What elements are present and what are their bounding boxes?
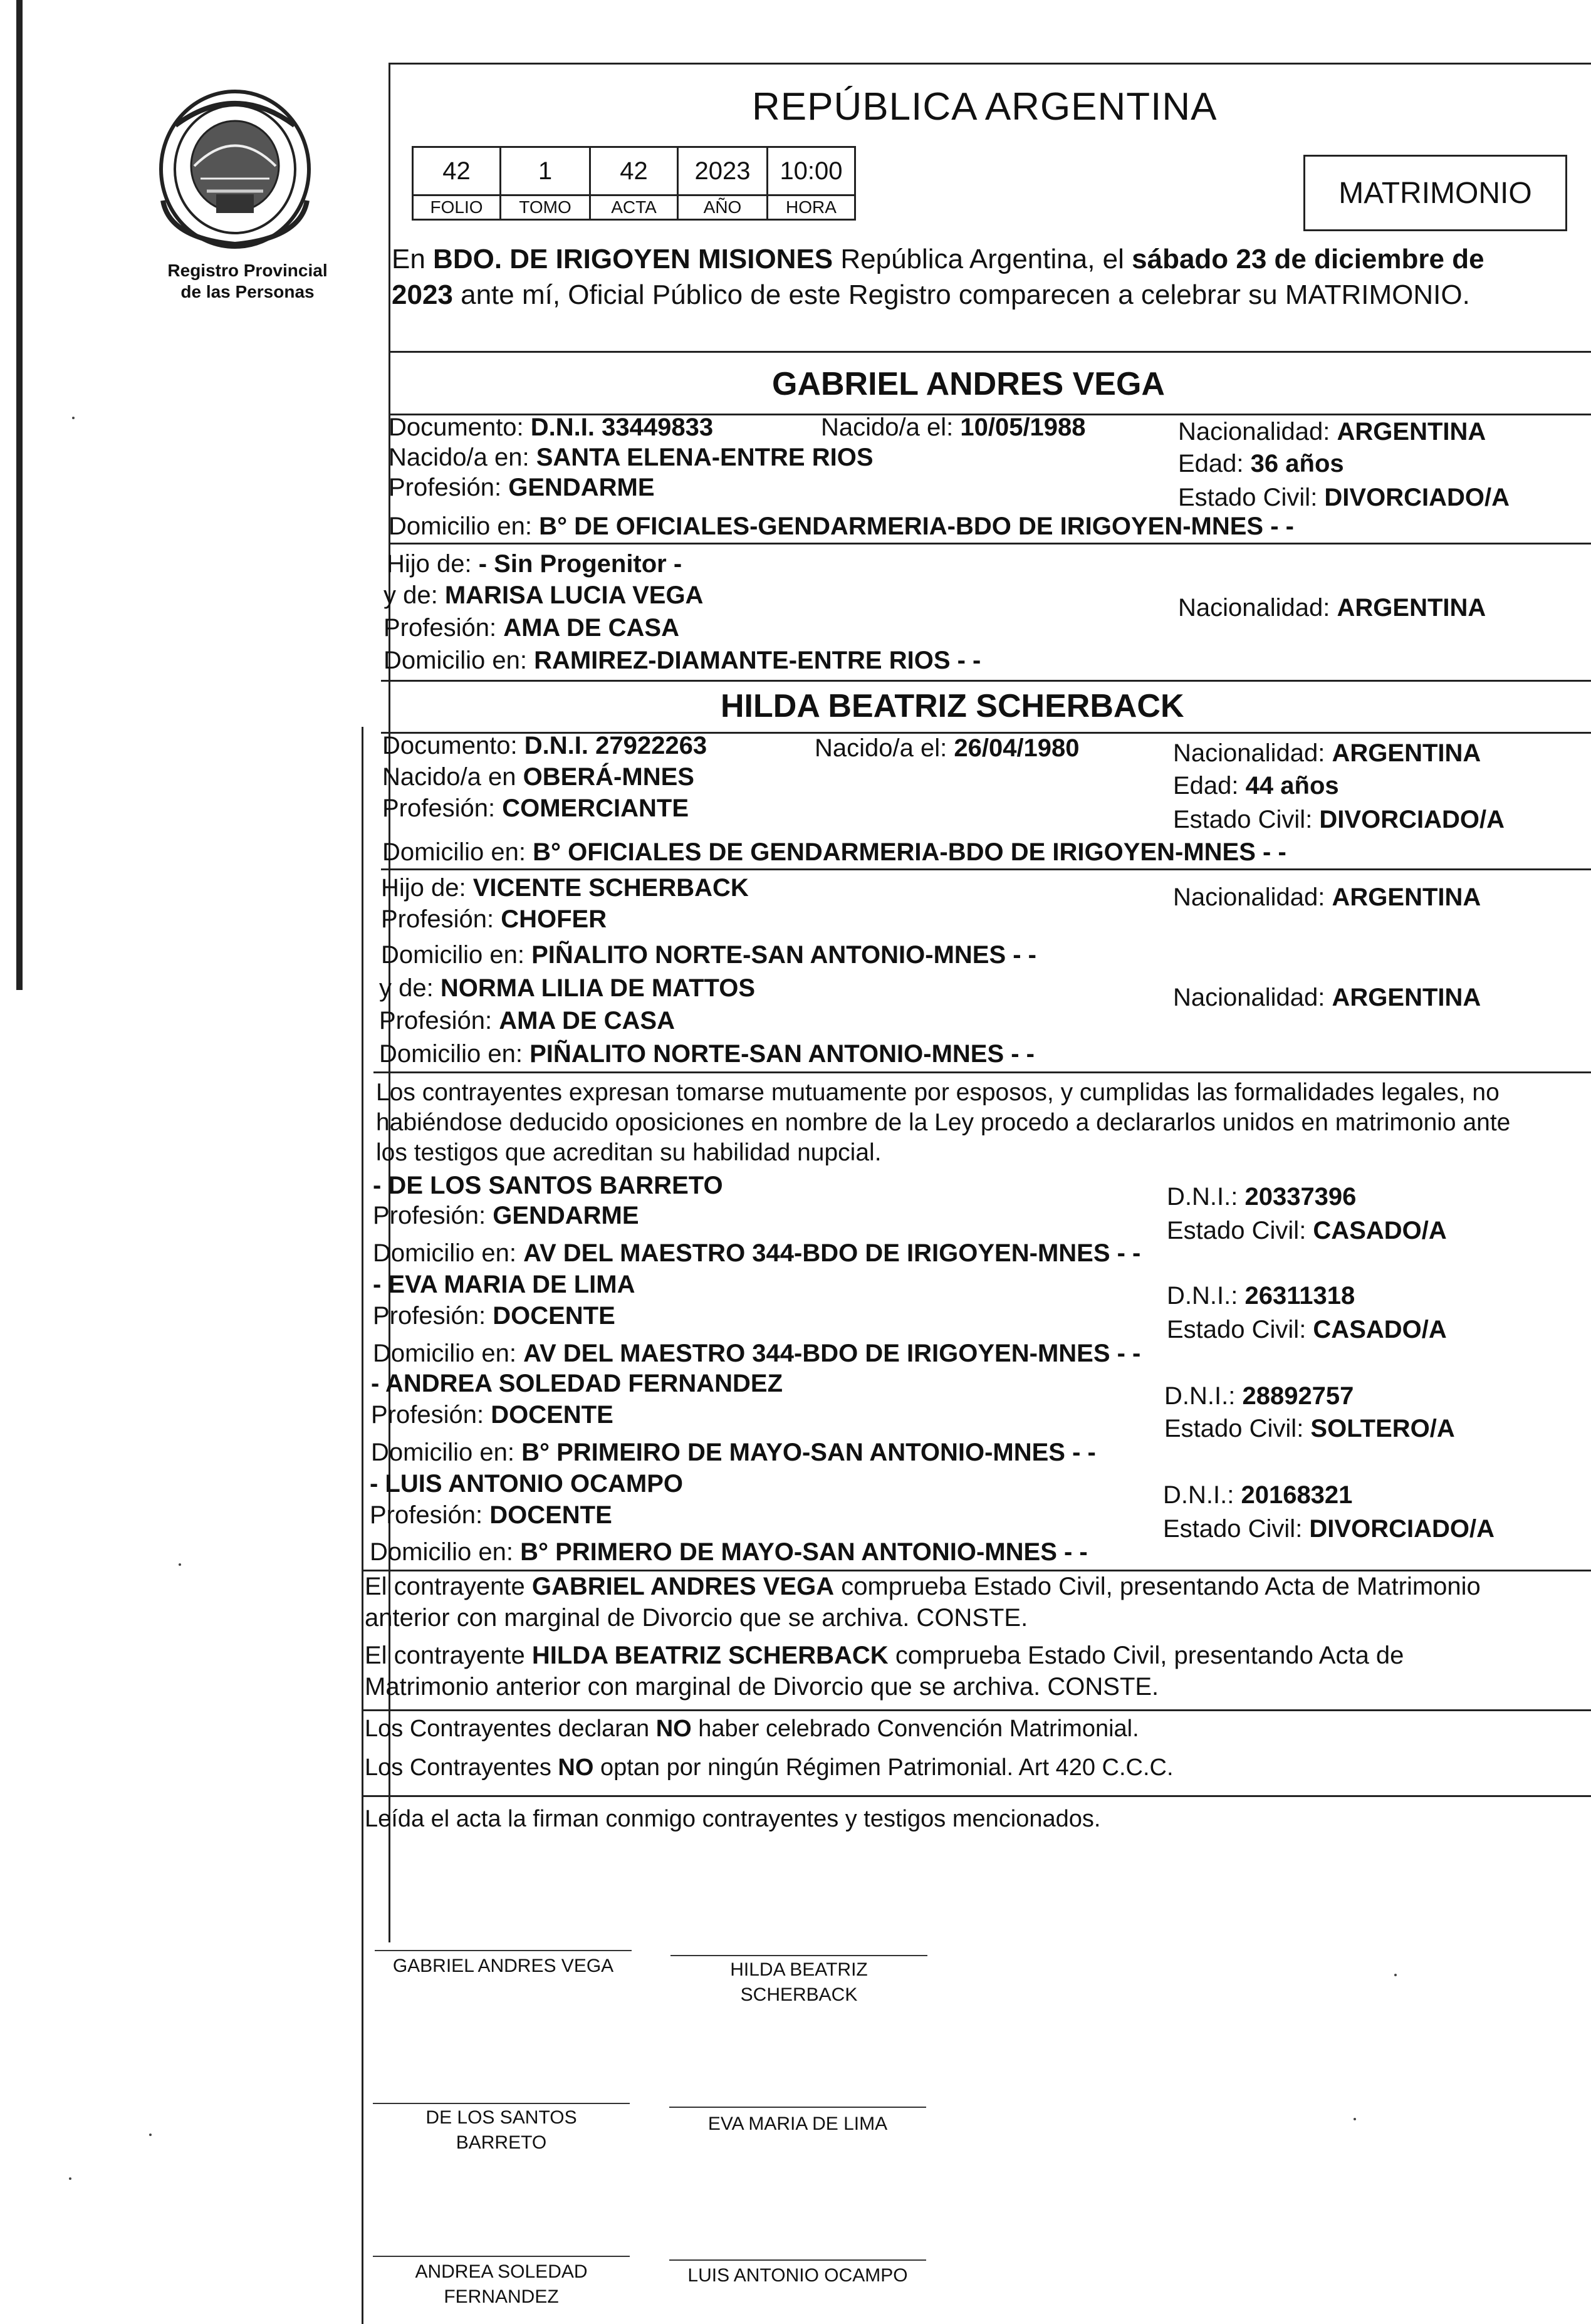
intro-place: BDO. DE IRIGOYEN MISIONES [433, 244, 833, 274]
witness-name: - ANDREA SOLEDAD FERNANDEZ [371, 1370, 783, 1397]
spouse2-mother-nationality: Nacionalidad: ARGENTINA [1173, 984, 1481, 1011]
intro-date: sábado 23 de diciembre de [1132, 244, 1484, 274]
spouse2-father-domicile: Domicilio en: PIÑALITO NORTE-SAN ANTONIO-MNES - - [381, 941, 1036, 969]
intro-year: 2023 [392, 279, 453, 310]
witness-profession: Profesión: GENDARME [373, 1202, 639, 1229]
divider [363, 1795, 1591, 1797]
act-header-table [412, 146, 856, 221]
hora-label: HORA [768, 195, 855, 220]
note-spouse2: El contrayente HILDA BEATRIZ SCHERBACK comprueba Estado Civil, presentando Acta de [365, 1642, 1404, 1669]
spouse1-mother-profession: Profesión: AMA DE CASA [383, 614, 679, 642]
divider [389, 351, 1591, 353]
spouse2-name-heading: HILDA BEATRIZ SCHERBACK [721, 688, 1184, 724]
act-type-box: MATRIMONIO [1303, 155, 1567, 231]
witness-profession: Profesión: DOCENTE [371, 1401, 613, 1429]
spouse1-mother-domicile: Domicilio en: RAMIREZ-DIAMANTE-ENTRE RIOS - - [383, 647, 981, 674]
spouse1-profession: Profesión: GENDARME [389, 474, 655, 501]
witness-civil-status: Estado Civil: SOLTERO/A [1164, 1415, 1455, 1442]
declaration-line: habiéndose deducido oposiciones en nombre de la Ley procedo a declararlos unidos en matrimonio ante [376, 1109, 1511, 1136]
witness-civil-status: Estado Civil: CASADO/A [1167, 1217, 1447, 1244]
signature-line [669, 2107, 926, 2108]
spouse1-mother: y de: MARISA LUCIA VEGA [383, 581, 704, 609]
spouse2-father-nationality: Nacionalidad: ARGENTINA [1173, 883, 1481, 911]
spouse1-birthplace: Nacido/a en: SANTA ELENA-ENTRE RIOS [389, 444, 874, 471]
spouse2-father-profession: Profesión: CHOFER [381, 905, 607, 933]
witness-domicile: Domicilio en: B° PRIMERO DE MAYO-SAN ANTONIO-MNES - - [370, 1538, 1088, 1566]
spouse2-age: Edad: 44 años [1173, 772, 1339, 800]
closing-statement: Leída el acta la firman conmigo contrayentes y testigos mencionados. [365, 1806, 1101, 1832]
intro-text: En [392, 244, 434, 274]
scan-speck [149, 2134, 152, 2136]
witness-name: - DE LOS SANTOS BARRETO [373, 1172, 723, 1199]
witness-profession: Profesión: DOCENTE [373, 1302, 615, 1330]
signature-line [373, 2256, 630, 2257]
signature-name-2: HILDA BEATRIZ SCHERBACK [730, 1959, 868, 2005]
witness-name: - EVA MARIA DE LIMA [373, 1271, 635, 1298]
spouse2-domicile: Domicilio en: B° OFICIALES DE GENDARMERIA-BDO DE IRIGOYEN-MNES - - [382, 838, 1286, 866]
spouse1-nationality: Nacionalidad: ARGENTINA [1178, 418, 1486, 446]
scan-speck [72, 417, 75, 419]
page-title: REPÚBLICA ARGENTINA [752, 85, 1218, 128]
scan-edge-bar [16, 0, 23, 990]
witness-domicile: Domicilio en: AV DEL MAESTRO 344-BDO DE IRIGOYEN-MNES - - [373, 1340, 1141, 1367]
witness-profession: Profesión: DOCENTE [370, 1501, 612, 1529]
spouse2-mother: y de: NORMA LILIA DE MATTOS [379, 974, 756, 1002]
spouse1-document: Documento: D.N.I. 33449833 [389, 414, 714, 441]
spouse1-birthdate: Nacido/a el: 10/05/1988 [821, 414, 1086, 441]
signature-name-6: LUIS ANTONIO OCAMPO [687, 2265, 908, 2286]
witness-dni: D.N.I.: 28892757 [1164, 1382, 1354, 1410]
frame-left-border-lower [362, 727, 363, 2324]
spouse1-mother-nationality: Nacionalidad: ARGENTINA [1178, 594, 1486, 622]
tomo-label: TOMO [501, 195, 590, 220]
spouse2-mother-domicile: Domicilio en: PIÑALITO NORTE-SAN ANTONIO-MNES - - [379, 1040, 1035, 1068]
witness-dni: D.N.I.: 26311318 [1167, 1282, 1355, 1310]
hora-value: 10:00 [768, 147, 855, 195]
signature-line [670, 1955, 927, 1956]
witness-name: - LUIS ANTONIO OCAMPO [370, 1470, 683, 1498]
signature-name-3: DE LOS SANTOS BARRETO [425, 2107, 577, 2153]
signature-name-5: ANDREA SOLEDAD FERNANDEZ [415, 2261, 588, 2307]
note-spouse2-cont: Matrimonio anterior con marginal de Divorcio que se archiva. CONSTE. [365, 1673, 1159, 1701]
signature-name-1: GABRIEL ANDRES VEGA [392, 1956, 614, 1976]
spouse1-civil-status: Estado Civil: DIVORCIADO/A [1178, 484, 1510, 511]
spouse2-father: Hijo de: VICENTE SCHERBACK [381, 874, 749, 902]
spouse1-domicile: Domicilio en: B° DE OFICIALES-GENDARMERIA-BDO DE IRIGOYEN-MNES - - [389, 513, 1294, 540]
registry-caption: Registro Provincial de las Personas [167, 261, 328, 301]
spouse2-nationality: Nacionalidad: ARGENTINA [1173, 739, 1481, 767]
witness-dni: D.N.I.: 20337396 [1167, 1183, 1357, 1211]
declaration-line: Los contrayentes expresan tomarse mutuamente por esposos, y cumplidas las formalidades legales, no [376, 1079, 1500, 1106]
regime-note: Los Contrayentes NO optan por ningún Régimen Patrimonial. Art 420 C.C.C. [365, 1754, 1174, 1781]
acta-label: ACTA [590, 195, 678, 220]
folio-label: FOLIO [413, 195, 501, 220]
divider [381, 680, 1591, 682]
spouse1-age: Edad: 36 años [1178, 450, 1344, 477]
divider [363, 1709, 1591, 1711]
intro-paragraph [392, 241, 1591, 313]
convention-note: Los Contrayentes declaran NO haber celebrado Convención Matrimonial. [365, 1716, 1139, 1742]
divider [363, 1570, 1591, 1571]
witness-civil-status: Estado Civil: DIVORCIADO/A [1163, 1515, 1494, 1543]
spouse1-father: Hijo de: - Sin Progenitor - [387, 550, 682, 578]
intro-text: República Argentina, el [833, 244, 1132, 274]
note-spouse1-cont: anterior con marginal de Divorcio que se archiva. CONSTE. [365, 1604, 1028, 1632]
witness-dni: D.N.I.: 20168321 [1163, 1481, 1353, 1509]
spouse2-birthdate: Nacido/a el: 26/04/1980 [815, 734, 1080, 762]
signature-name-4: EVA MARIA DE LIMA [707, 2113, 888, 2134]
divider [381, 868, 1591, 870]
signature-line [375, 1950, 632, 1951]
scan-speck [1394, 1974, 1397, 1976]
intro-text: ante mí, Oficial Público de este Registro comparecen a celebrar su MATRIMONIO. [452, 279, 1470, 310]
anio-label: AÑO [678, 195, 768, 220]
spouse2-profession: Profesión: COMERCIANTE [382, 795, 689, 822]
declaration-line: los testigos que acreditan su habilidad nupcial. [376, 1139, 882, 1166]
anio-value: 2023 [678, 147, 768, 195]
spouse2-birthplace: Nacido/a en OBERÁ-MNES [382, 763, 694, 791]
spouse2-civil-status: Estado Civil: DIVORCIADO/A [1173, 806, 1505, 833]
spouse1-name-heading: GABRIEL ANDRES VEGA [772, 366, 1165, 402]
witness-domicile: Domicilio en: AV DEL MAESTRO 344-BDO DE IRIGOYEN-MNES - - [373, 1239, 1141, 1267]
witness-domicile: Domicilio en: B° PRIMEIRO DE MAYO-SAN ANTONIO-MNES - - [371, 1439, 1096, 1466]
scan-speck [179, 1563, 181, 1566]
misiones-seal-icon [157, 88, 313, 251]
folio-value: 42 [413, 147, 501, 195]
spouse2-document: Documento: D.N.I. 27922263 [382, 732, 707, 759]
signature-line [669, 2259, 926, 2261]
divider [389, 543, 1591, 545]
note-spouse1: El contrayente GABRIEL ANDRES VEGA comprueba Estado Civil, presentando Acta de Matrimonio [365, 1573, 1481, 1600]
frame-top-border [389, 63, 1591, 65]
acta-value: 42 [590, 147, 678, 195]
spouse2-mother-profession: Profesión: AMA DE CASA [379, 1007, 675, 1034]
witness-civil-status: Estado Civil: CASADO/A [1167, 1316, 1447, 1343]
divider [373, 1071, 1591, 1073]
scan-speck [1354, 2118, 1356, 2120]
tomo-value: 1 [501, 147, 590, 195]
scan-speck [69, 2177, 71, 2180]
signature-line [373, 2103, 630, 2104]
